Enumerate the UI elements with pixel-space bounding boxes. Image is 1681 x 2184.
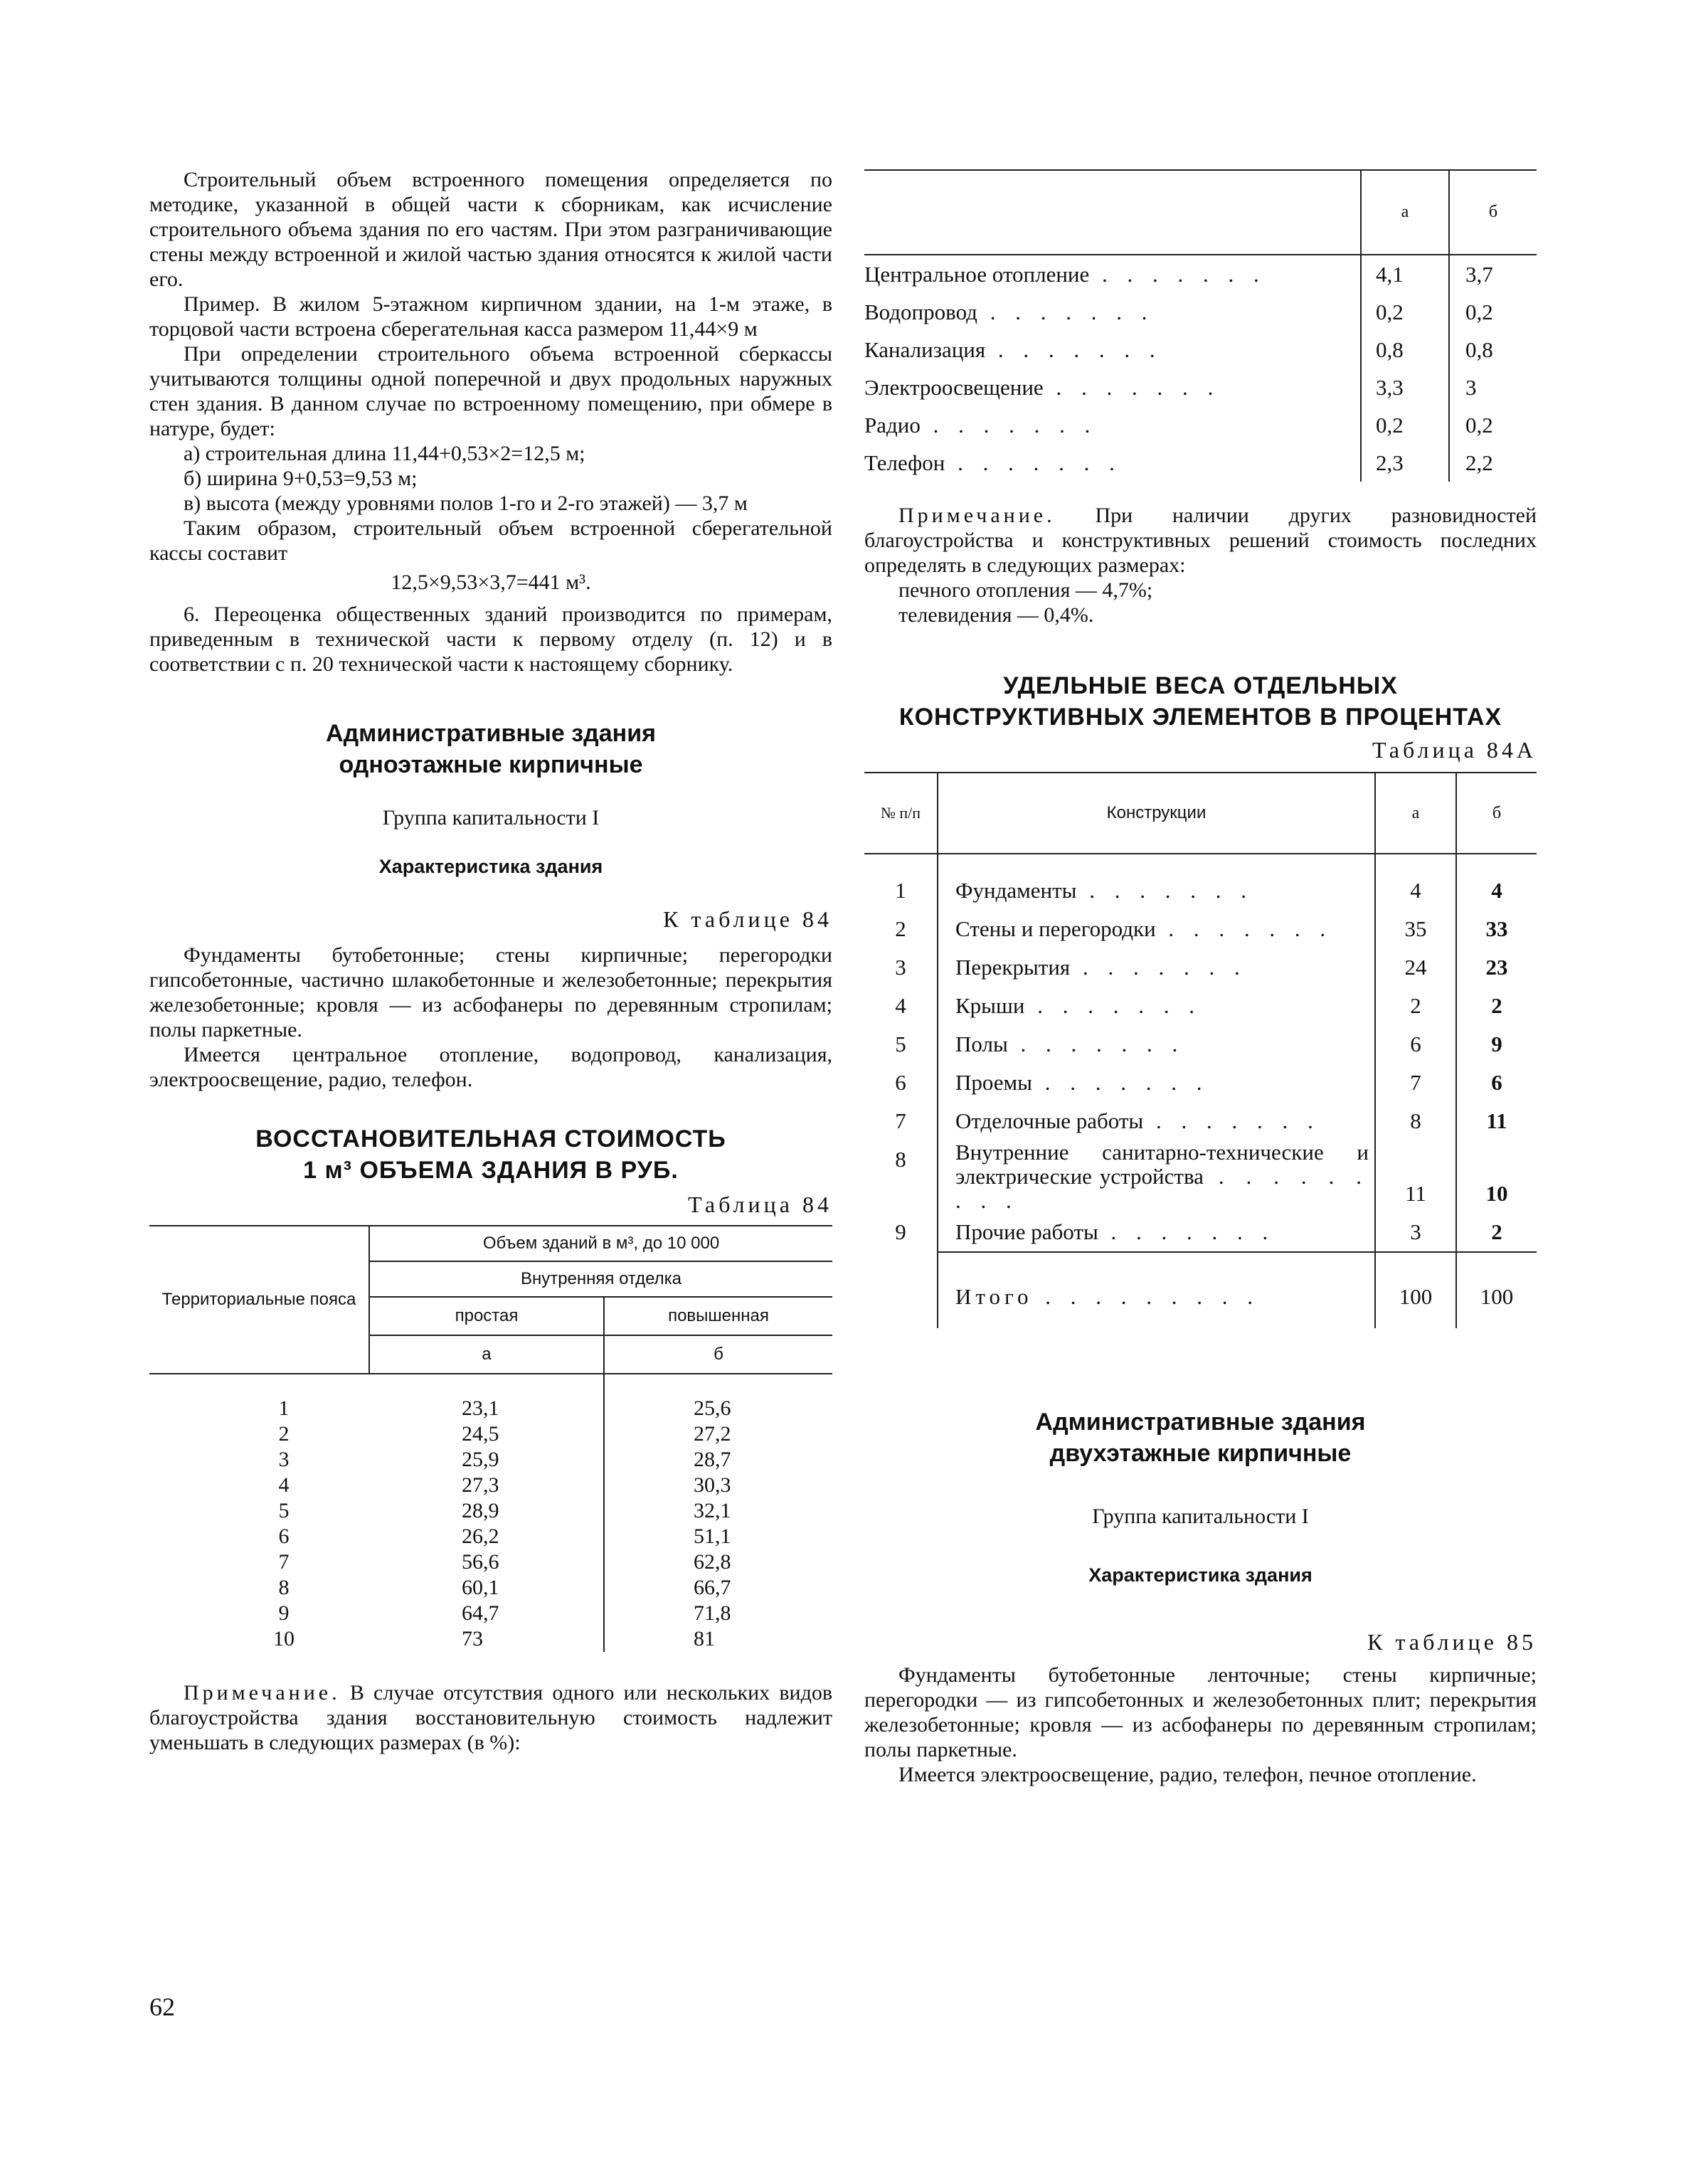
weights-table-body (864, 854, 1537, 1328)
header-b: б (604, 1335, 832, 1374)
num-cell: 8 (864, 1140, 938, 1213)
value-b-cell: 27,2 (693, 1422, 731, 1446)
cost-table-body (149, 1374, 832, 1652)
utility-name: Телефон (864, 450, 945, 475)
construction-name: Внутренние санитарно-технические и электрические устройства (955, 1140, 1369, 1189)
value-b-cell: 3,7 (1465, 261, 1493, 287)
cost-title-line-2: 1 м³ ОБЪЕМА ЗДАНИЯ В РУБ. (303, 1157, 679, 1184)
note-text: В случае отсутствия одного или нескольких видов благоустройства здания восстановительную стоимость надлежит уменьшать в следующих размерах (в %): (149, 1681, 832, 1754)
table-row (149, 1421, 832, 1447)
description-paragraph: Имеется электроосвещение, радио, телефон, печное отопление. (898, 1763, 1477, 1786)
table-row (149, 1575, 832, 1601)
total-label: Итого (955, 1284, 1033, 1309)
value-a-cell: 6 (1375, 1025, 1456, 1064)
leader-dots: . . . . . . . (1024, 993, 1202, 1018)
header-b: б (1456, 773, 1537, 854)
value-a-cell: 26,2 (369, 1524, 604, 1549)
spacer-cell (1375, 854, 1456, 871)
header-finish: Внутренняя отделка (369, 1261, 832, 1297)
value-a-cell: 56,6 (369, 1549, 604, 1575)
value-b-cell: 30,3 (693, 1473, 731, 1497)
method-paragraph: При определении строительного объема встроенной сберкассы учитываются толщины одной поперечной и двух продольных наружных стен здания. В данном случае по встроенному помещению, при обмере в натуре, будет: (149, 342, 832, 440)
header-a: а (369, 1335, 604, 1374)
item-6-paragraph: 6. Переоценка общественных зданий производится по примерам, приведенным в технической части к первому отделу (п. 12) и в соответствии с п. 20 технической части к настоящему сборнику. (149, 603, 832, 676)
header-a: а (1375, 773, 1456, 854)
table-row (864, 255, 1537, 293)
spacer-cell (864, 854, 938, 871)
formula: 12,5×9,53×3,7=441 м³. (391, 571, 591, 594)
value-b-cell: 23 (1485, 955, 1508, 980)
num-cell: 1 (864, 871, 938, 910)
page-number: 62 (149, 1993, 175, 2021)
table-label: Таблица 84А (1372, 737, 1537, 763)
construction-name: Перекрытия (955, 955, 1071, 980)
construction-cell (938, 1102, 1375, 1140)
description-paragraph: Фундаменты бутобетонные ленточные; стены кирпичные; перегородки — из гипсобетонных и железобетонных плит; перекрытия железобетонные; кровля — из асбофанеры по деревянным стропилам; полы паркетные. (864, 1663, 1537, 1761)
table-row (864, 1102, 1537, 1140)
table-row (864, 293, 1537, 331)
list-item: в) высота (между уровнями полов 1-го и 2-го этажей) — 3,7 м (184, 492, 748, 515)
note-label: Примечание. (898, 504, 1056, 527)
total-a-cell: 100 (1375, 1252, 1456, 1328)
spacer-cell (149, 1374, 369, 1396)
capital-group: Группа капитальности I (382, 806, 600, 829)
value-a-cell: 24 (1375, 948, 1456, 987)
leader-dots: . . . . . . . (1043, 375, 1221, 400)
capital-group: Группа капитальности I (1092, 1505, 1309, 1528)
zone-cell: 5 (278, 1499, 290, 1522)
leader-dots: . . . . . . . . . (1032, 1284, 1260, 1309)
note-item: телевидения — 0,4%. (898, 603, 1094, 627)
value-b-cell: 11 (1486, 1108, 1507, 1133)
value-b-cell: 51,1 (693, 1525, 731, 1548)
table-row (864, 1064, 1537, 1102)
leader-dots: . . . . . . . (1076, 878, 1253, 903)
utility-name-cell (864, 331, 1361, 369)
value-a-cell: 0,2 (1361, 293, 1449, 331)
characteristic-title: Характеристика здания (1088, 1564, 1313, 1586)
construction-cell (938, 910, 1375, 948)
value-b-cell: 33 (1485, 916, 1508, 941)
value-b-cell: 32,1 (693, 1499, 731, 1522)
summary-paragraph: Таким образом, строительный объем встроенной сберегательной кассы составит (149, 516, 832, 565)
construction-cell (938, 1213, 1375, 1252)
value-b-cell: 71,8 (693, 1601, 731, 1625)
value-a-cell: 4 (1375, 871, 1456, 910)
construction-cell (938, 987, 1375, 1025)
table-row (864, 369, 1537, 406)
table-row (864, 444, 1537, 482)
num-cell: 3 (864, 948, 938, 987)
total-row (864, 1252, 1537, 1328)
num-cell: 4 (864, 987, 938, 1025)
value-a-cell: 23,1 (369, 1396, 604, 1421)
weights-table (864, 772, 1537, 1328)
table-row (149, 1601, 832, 1626)
leader-dots: . . . . . . . (1089, 262, 1266, 287)
header-constructions: Конструкции (938, 773, 1375, 854)
num-cell (864, 1252, 938, 1328)
zone-cell: 2 (278, 1422, 290, 1446)
leader-dots: . . . . . . . (1070, 955, 1247, 980)
zone-cell: 4 (278, 1473, 290, 1497)
value-a-cell: 0,2 (1361, 406, 1449, 444)
section-title-line-2: двухэтажные кирпичные (1049, 1440, 1352, 1467)
value-a-cell: 0,8 (1361, 331, 1449, 369)
leader-dots: . . . . . . . (945, 450, 1122, 475)
note-paragraph (149, 1680, 832, 1755)
value-b-cell: 0,2 (1465, 412, 1493, 438)
spacer-cell (1456, 854, 1537, 871)
construction-name: Проемы (955, 1070, 1032, 1095)
table-row (864, 948, 1537, 987)
value-b-cell: 3 (1465, 374, 1477, 400)
construction-name: Фундаменты (955, 878, 1077, 903)
leader-dots: . . . . . . . (1098, 1219, 1276, 1244)
table-row (864, 987, 1537, 1025)
right-column (864, 169, 1537, 1787)
total-b-cell: 100 (1456, 1252, 1537, 1328)
table-row (864, 871, 1537, 910)
example-paragraph: Пример. В жилом 5-этажном кирпичном здании, на 1-м этаже, в торцовой части встроена сберегательная касса размером 11,44×9 м (149, 292, 832, 341)
note-label: Примечание. (184, 1681, 341, 1705)
header-b: б (1449, 170, 1537, 255)
utilities-table-body (864, 255, 1537, 482)
utility-name: Центральное отопление (864, 262, 1090, 287)
cost-title-line-1: ВОССТАНОВИТЕЛЬНАЯ СТОИМОСТЬ (255, 1125, 726, 1152)
table-row (864, 1213, 1537, 1252)
spacer-cell (938, 854, 1375, 871)
value-b-cell: 25,6 (693, 1396, 731, 1420)
value-a-cell: 24,5 (369, 1421, 604, 1447)
zone-cell: 9 (278, 1601, 290, 1625)
spacer-row (149, 1374, 832, 1396)
value-a-cell: 4,1 (1361, 255, 1449, 293)
zone-cell: 7 (278, 1550, 290, 1574)
table-row (149, 1524, 832, 1549)
leader-dots: . . . . . . . (920, 413, 1098, 438)
header-blank (864, 170, 1361, 255)
table-row (864, 1025, 1537, 1064)
value-a-cell: 28,9 (369, 1498, 604, 1524)
utility-name: Водопровод (864, 299, 977, 324)
value-a-cell: 73 (369, 1626, 604, 1652)
value-a-cell: 7 (1375, 1064, 1456, 1102)
table-row (149, 1549, 832, 1575)
num-cell: 7 (864, 1102, 938, 1140)
value-b-cell: 2 (1491, 993, 1502, 1018)
spacer-cell (604, 1374, 832, 1396)
value-b-cell: 10 (1485, 1181, 1508, 1206)
zone-cell: 6 (278, 1525, 290, 1548)
header-volume: Объем зданий в м³, до 10 000 (369, 1226, 832, 1261)
construction-name: Полы (955, 1032, 1008, 1056)
construction-cell (938, 1025, 1375, 1064)
table-row (149, 1626, 832, 1652)
note-text: При наличии других разновидностей благоустройства и конструктивных решений стоимость последних определять в следующих размерах: (864, 504, 1537, 577)
value-b-cell: 0,2 (1465, 299, 1493, 324)
value-b-cell: 4 (1491, 878, 1502, 903)
note-item: печного отопления — 4,7%; (898, 578, 1153, 602)
value-a-cell: 25,9 (369, 1447, 604, 1473)
value-a-cell: 11 (1375, 1140, 1456, 1213)
zone-cell: 3 (278, 1448, 290, 1471)
characteristic-title: Характеристика здания (378, 856, 603, 877)
zone-cell: 10 (273, 1627, 295, 1650)
leader-dots: . . . . . . . . . (955, 1164, 1369, 1213)
value-b-cell: 6 (1491, 1070, 1502, 1095)
header-zone: Территориальные пояса (149, 1226, 369, 1374)
value-a-cell: 3,3 (1361, 369, 1449, 406)
list-item: а) строительная длина 11,44+0,53×2=12,5 м; (184, 442, 585, 465)
num-cell: 2 (864, 910, 938, 948)
num-cell: 6 (864, 1064, 938, 1102)
value-a-cell: 35 (1375, 910, 1456, 948)
construction-name: Отделочные работы (955, 1108, 1144, 1133)
table-row (864, 1140, 1537, 1213)
utility-name-cell (864, 293, 1361, 331)
left-column (149, 167, 832, 1755)
value-b-cell: 81 (693, 1627, 715, 1650)
weights-title-line-2: КОНСТРУКТИВНЫХ ЭЛЕМЕНТОВ В ПРОЦЕНТАХ (898, 704, 1502, 731)
section-title-line-1: Административные здания (1035, 1409, 1366, 1436)
spacer-row (864, 854, 1537, 871)
construction-cell (938, 948, 1375, 987)
value-b-cell: 2,2 (1465, 450, 1493, 475)
table-row (149, 1447, 832, 1473)
utilities-table (864, 169, 1537, 482)
section-title-line-1: Административные здания (326, 720, 656, 747)
value-b-cell: 0,8 (1465, 336, 1493, 362)
utility-name-cell (864, 444, 1361, 482)
description-paragraph: Фундаменты бутобетонные; стены кирпичные; перегородки гипсобетонные, частично шлакобетонные и железобетонные; перекрытия железобетонные; кровля — из асбофанеры по деревянным стропилам; полы паркетные. (149, 943, 832, 1041)
utility-name-cell (864, 369, 1361, 406)
weights-title-line-1: УДЕЛЬНЫЕ ВЕСА ОТДЕЛЬНЫХ (1003, 672, 1398, 699)
spacer-cell (369, 1374, 604, 1396)
cost-table (149, 1225, 832, 1652)
section-title-line-2: одноэтажные кирпичные (339, 751, 643, 778)
value-a-cell: 3 (1375, 1213, 1456, 1252)
to-table-label: К таблице 84 (663, 906, 832, 932)
value-b-cell: 2 (1491, 1219, 1502, 1244)
construction-cell (938, 871, 1375, 910)
note-paragraph (864, 503, 1537, 578)
utility-name: Радио (864, 413, 921, 438)
value-a-cell: 64,7 (369, 1601, 604, 1626)
description-paragraph: Имеется центральное отопление, водопровод, канализация, электроосвещение, радио, телефон. (149, 1043, 832, 1091)
construction-name: Стены и перегородки (955, 916, 1156, 941)
zone-cell: 8 (278, 1576, 290, 1599)
utility-name: Электроосвещение (864, 375, 1044, 400)
header-num: № п/п (864, 773, 938, 854)
value-b-cell: 28,7 (693, 1448, 731, 1471)
value-b-cell: 66,7 (693, 1576, 731, 1599)
value-a-cell: 2,3 (1361, 444, 1449, 482)
leader-dots: . . . . . . . (1155, 916, 1333, 941)
value-a-cell: 2 (1375, 987, 1456, 1025)
to-table-label: К таблице 85 (1367, 1629, 1537, 1655)
total-label-cell (938, 1252, 1375, 1328)
table-label: Таблица 84 (688, 1192, 832, 1217)
leader-dots: . . . . . . . (1007, 1032, 1185, 1056)
leader-dots: . . . . . . . (977, 299, 1155, 324)
table-row (149, 1396, 832, 1421)
list-item: б) ширина 9+0,53=9,53 м; (184, 467, 418, 490)
intro-paragraph: Строительный объем встроенного помещения определяется по методике, указанной в общей части к сборникам, как исчисление строительного объема здания по его частям. При этом разграничивающие стены между встроенной и жилой частью здания относятся к жилой части его. (149, 168, 832, 291)
header-simple: простая (369, 1297, 604, 1335)
value-b-cell: 9 (1491, 1032, 1502, 1056)
value-a-cell: 8 (1375, 1102, 1456, 1140)
value-b-cell: 62,8 (693, 1550, 731, 1574)
table-row (864, 406, 1537, 444)
table-row (149, 1473, 832, 1498)
num-cell: 5 (864, 1025, 938, 1064)
utility-name-cell (864, 406, 1361, 444)
value-a-cell: 60,1 (369, 1575, 604, 1601)
value-a-cell: 27,3 (369, 1473, 604, 1498)
utility-name-cell (864, 255, 1361, 293)
utility-name: Канализация (864, 337, 986, 362)
table-row (864, 331, 1537, 369)
header-a: а (1361, 170, 1449, 255)
leader-dots: . . . . . . . (985, 337, 1162, 362)
header-improved: повышенная (604, 1297, 832, 1335)
construction-cell (938, 1140, 1375, 1213)
zone-cell: 1 (278, 1396, 290, 1420)
construction-cell (938, 1064, 1375, 1102)
construction-name: Прочие работы (955, 1219, 1098, 1244)
construction-name: Крыши (955, 993, 1025, 1018)
table-row (149, 1498, 832, 1524)
num-cell: 9 (864, 1213, 938, 1252)
table-row (864, 910, 1537, 948)
leader-dots: . . . . . . . (1143, 1108, 1320, 1133)
leader-dots: . . . . . . . (1032, 1070, 1209, 1095)
